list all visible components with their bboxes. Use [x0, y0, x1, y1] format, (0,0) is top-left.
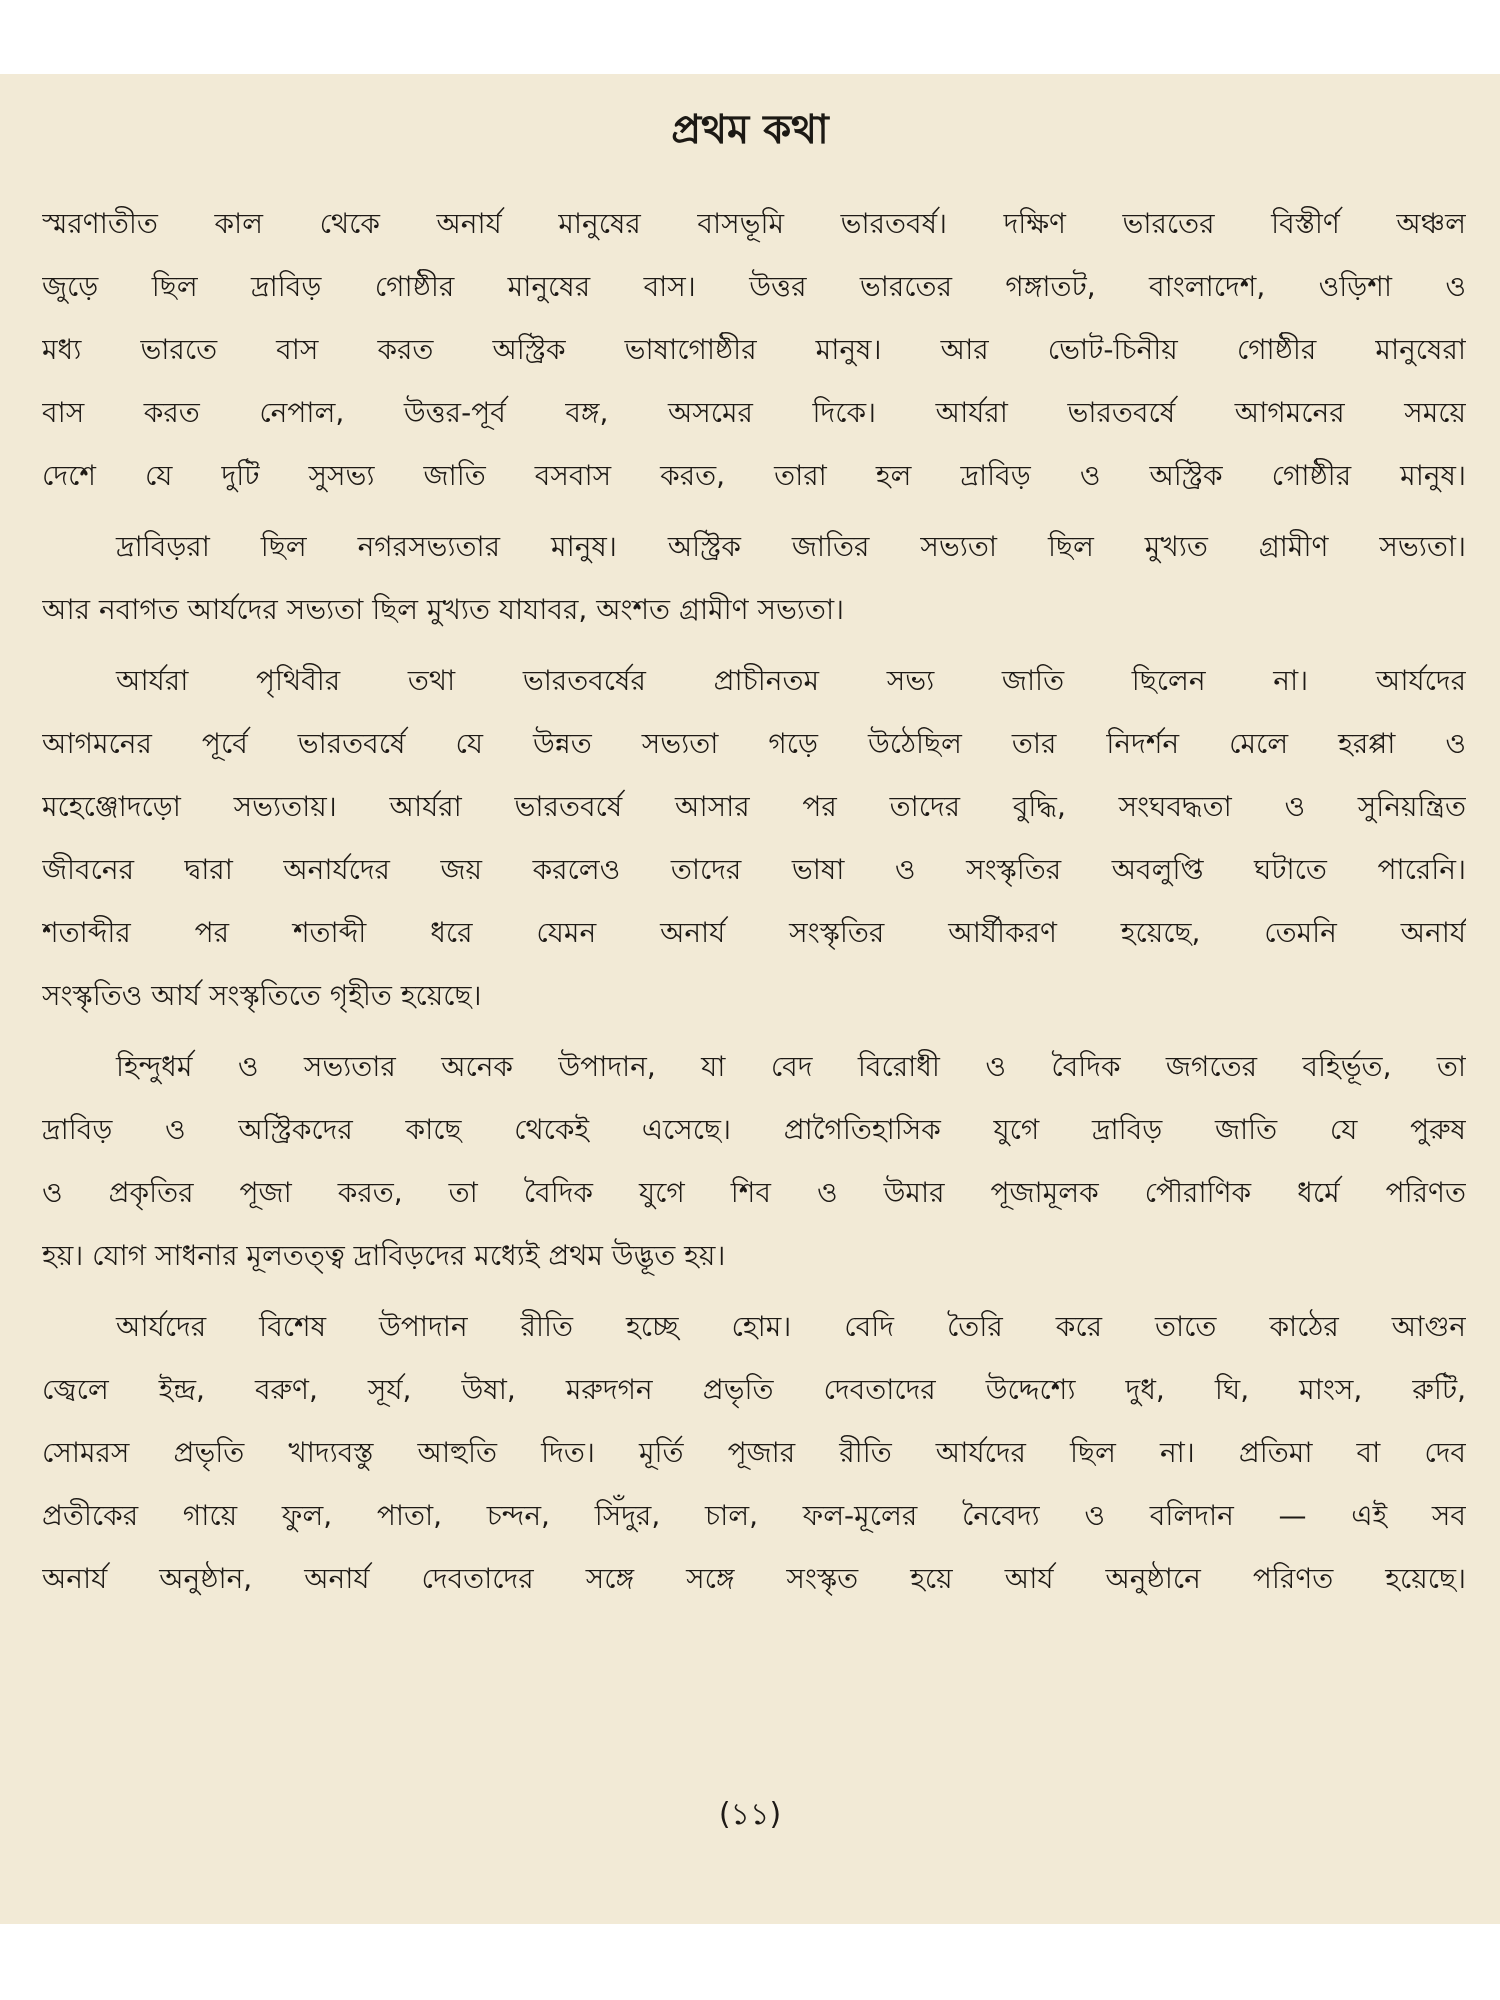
- text-line: মহেঞ্জোদড়ো সভ্যতায়। আর্যরা ভারতবর্ষে আসার পর তাদের বুদ্ধি, সংঘবদ্ধতা ও সুনিয়ন্ত্রিত: [42, 790, 1466, 823]
- text-line: অনার্য অনুষ্ঠান, অনার্য দেবতাদের সঙ্গে সঙ্গে সংস্কৃত হয়ে আর্য অনুষ্ঠানে পরিণত হয়েছে।: [42, 1562, 1466, 1595]
- page-number: (১১): [718, 1797, 782, 1832]
- text-line: আর্যরা পৃথিবীর তথা ভারতবর্ষের প্রাচীনতম সভ্য জাতি ছিলেন না। আর্যদের: [116, 664, 1466, 697]
- paragraph: [42, 649, 1466, 1027]
- text-line: মধ্য ভারতে বাস করত অস্ট্রিক ভাষাগোষ্ঠীর মানুষ। আর ভোট-চিনীয় গোষ্ঠীর মানুষেরা: [42, 333, 1466, 366]
- paragraph: [42, 192, 1466, 507]
- text-line: প্রতীকের গায়ে ফুল, পাতা, চন্দন, সিঁদুর, চাল, ফল-মূলের নৈবেদ্য ও বলিদান — এই সব: [42, 1499, 1466, 1532]
- text-line: স্মরণাতীত কাল থেকে অনার্য মানুষের বাসভূমি ভারতবর্ষ। দক্ষিণ ভারতের বিস্তীর্ণ অঞ্চল: [42, 207, 1466, 240]
- text-line: দ্রাবিড়রা ছিল নগরসভ্যতার মানুষ। অস্ট্রিক জাতির সভ্যতা ছিল মুখ্যত গ্রামীণ সভ্যতা।: [116, 530, 1466, 563]
- text-line: জ্বেলে ইন্দ্র, বরুণ, সূর্য, উষা, মরুদগন প্রভৃতি দেবতাদের উদ্দেশ্যে দুধ, ঘি, মাংস, রুটি,: [42, 1373, 1466, 1406]
- text-line: সোমরস প্রভৃতি খাদ্যবস্তু আহুতি দিত। মূর্তি পূজার রীতি আর্যদের ছিল না। প্রতিমা বা দেব: [42, 1436, 1466, 1469]
- text-line: ও প্রকৃতির পূজা করত, তা বৈদিক যুগে শিব ও উমার পূজামূলক পৌরাণিক ধর্মে পরিণত: [42, 1176, 1466, 1209]
- text-line: হয়। যোগ সাধনার মূলতত্ত্ব দ্রাবিড়দের মধ্যেই প্রথম উদ্ভূত হয়।: [42, 1239, 726, 1272]
- text-line: আগমনের পূর্বে ভারতবর্ষে যে উন্নত সভ্যতা গড়ে উঠেছিল তার নিদর্শন মেলে হরপ্পা ও: [42, 727, 1466, 760]
- text-line: সংস্কৃতিও আর্য সংস্কৃতিতে গৃহীত হয়েছে।: [42, 979, 482, 1012]
- text-line: জীবনের দ্বারা অনার্যদের জয় করলেও তাদের ভাষা ও সংস্কৃতির অবলুপ্তি ঘটাতে পারেনি।: [42, 853, 1466, 886]
- text-line: হিন্দুধর্ম ও সভ্যতার অনেক উপাদান, যা বেদ বিরোধী ও বৈদিক জগতের বহির্ভূত, তা: [116, 1050, 1466, 1083]
- text-line: দেশে যে দুটি সুসভ্য জাতি বসবাস করত, তারা হল দ্রাবিড় ও অস্ট্রিক গোষ্ঠীর মানুষ।: [42, 459, 1466, 492]
- paragraph: [42, 1295, 1466, 1610]
- book-page: [0, 74, 1500, 1924]
- text-line: শতাব্দীর পর শতাব্দী ধরে যেমন অনার্য সংস্কৃতির আর্যীকরণ হয়েছে, তেমনি অনার্য: [42, 916, 1466, 949]
- page-title: প্রথম কথা: [671, 107, 829, 153]
- text-line: আর নবাগত আর্যদের সভ্যতা ছিল মুখ্যত যাযাবর, অংশত গ্রামীণ সভ্যতা।: [42, 593, 845, 626]
- text-line: বাস করত নেপাল, উত্তর-পূর্ব বঙ্গ, অসমের দিকে। আর্যরা ভারতবর্ষে আগমনের সময়ে: [42, 396, 1466, 429]
- paragraph: [42, 515, 1466, 641]
- text-line: জুড়ে ছিল দ্রাবিড় গোষ্ঠীর মানুষের বাস। উত্তর ভারতের গঙ্গাতট, বাংলাদেশ, ওড়িশা ও: [42, 270, 1466, 303]
- text-line: দ্রাবিড় ও অস্ট্রিকদের কাছে থেকেই এসেছে। প্রাগৈতিহাসিক যুগে দ্রাবিড় জাতি যে পুরুষ: [42, 1113, 1466, 1146]
- body-text: [42, 192, 1466, 1618]
- text-line: আর্যদের বিশেষ উপাদান রীতি হচ্ছে হোম। বেদি তৈরি করে তাতে কাঠের আগুন: [116, 1310, 1466, 1343]
- paragraph: [42, 1035, 1466, 1287]
